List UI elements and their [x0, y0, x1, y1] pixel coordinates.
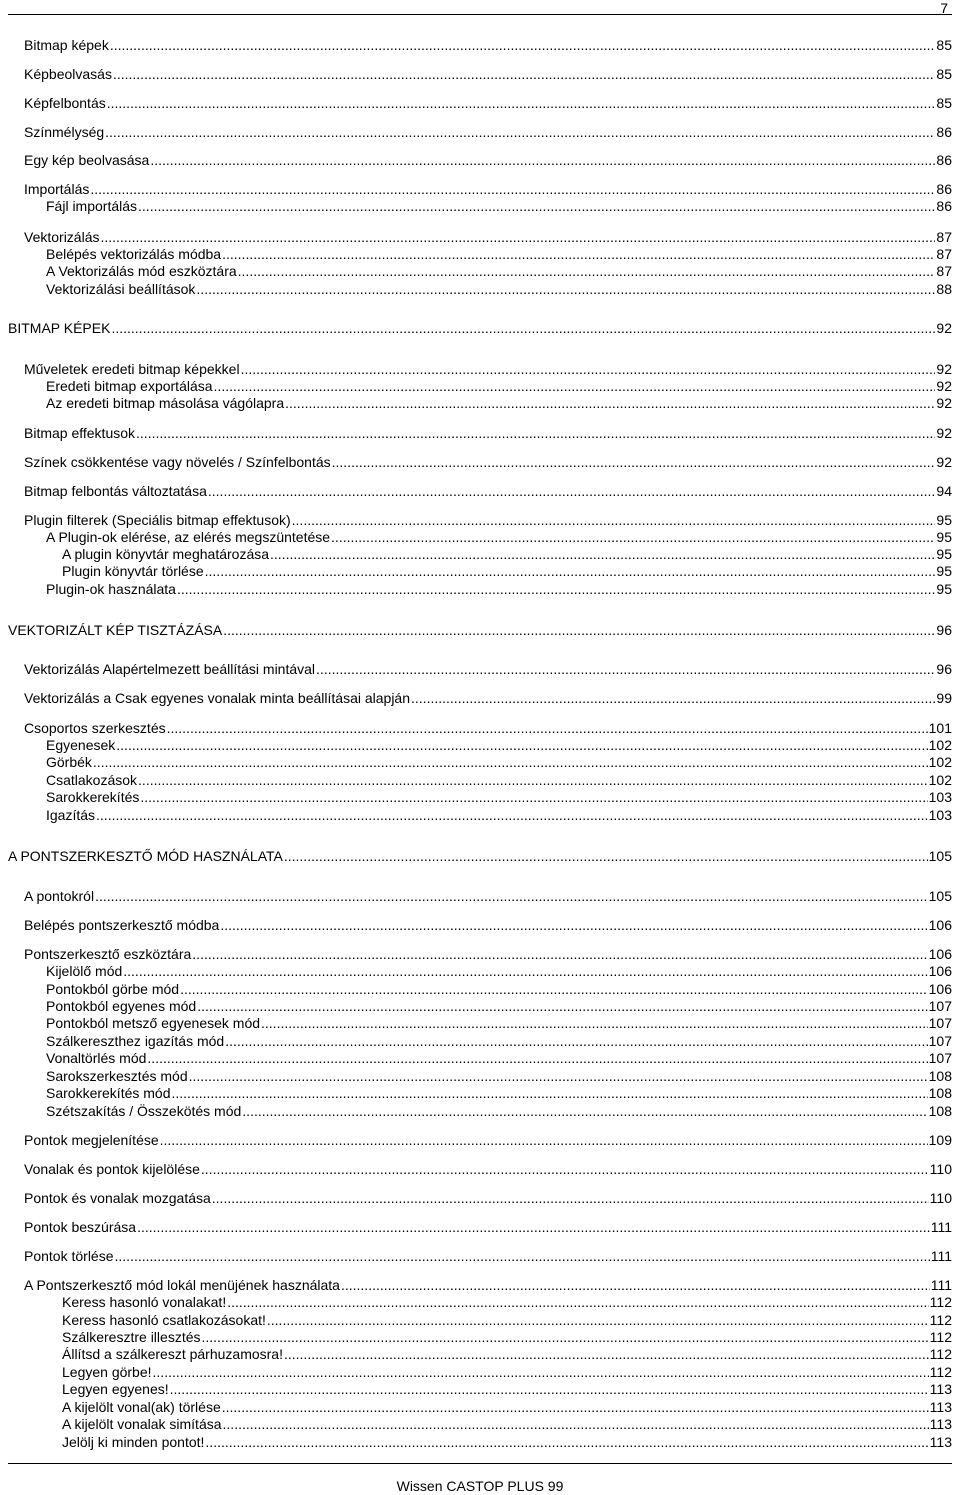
toc-dot-leader	[167, 720, 928, 737]
toc-entry-page: 103	[928, 789, 952, 805]
toc-entry-page: 87	[936, 246, 952, 262]
toc-dot-leader	[261, 1015, 928, 1032]
toc-dot-leader	[153, 1364, 929, 1381]
toc-entry-page: 92	[936, 425, 952, 441]
toc-entry	[24, 181, 952, 198]
toc-entry-page: 92	[936, 361, 952, 377]
toc-entry	[24, 1277, 952, 1294]
toc-entry	[46, 807, 952, 824]
toc-entry-title: Pontokból görbe mód	[46, 981, 180, 997]
toc-entry	[24, 454, 952, 471]
toc-entry-title: VEKTORIZÁLT KÉP TISZTÁZÁSA	[8, 622, 223, 638]
toc-dot-leader	[192, 946, 927, 963]
toc-entry	[46, 1050, 952, 1067]
toc-entry-page: 112	[929, 1329, 952, 1345]
toc-entry	[24, 690, 952, 707]
toc-dot-leader	[115, 1248, 930, 1265]
toc-dot-leader	[208, 483, 936, 500]
toc-entry-title: Görbék	[46, 754, 92, 770]
toc-dot-leader	[242, 1103, 927, 1120]
toc-entry	[46, 1103, 952, 1120]
header-rule	[8, 14, 952, 15]
toc-entry-page: 112	[929, 1364, 952, 1380]
toc-dot-leader	[223, 622, 935, 639]
toc-entry	[24, 361, 952, 378]
toc-entry-page: 111	[930, 1219, 952, 1235]
toc-dot-leader	[196, 281, 935, 298]
footer-rule	[8, 1463, 952, 1464]
toc-entry	[62, 1364, 952, 1381]
toc-dot-leader	[136, 425, 935, 442]
toc-dot-leader	[100, 229, 935, 246]
toc-entry	[46, 1068, 952, 1085]
toc-entry-title: Keress hasonló vonalakat!	[62, 1294, 227, 1310]
toc-entry-page: 113	[929, 1381, 952, 1397]
toc-entry	[8, 848, 952, 865]
toc-entry-page: 92	[936, 395, 952, 411]
toc-entry-title: Egy kép beolvasása	[24, 152, 150, 168]
toc-entry-page: 101	[928, 720, 952, 736]
toc-entry-page: 107	[928, 1033, 952, 1049]
toc-entry	[46, 378, 952, 395]
toc-entry-page: 103	[928, 807, 952, 823]
toc-dot-leader	[172, 1085, 928, 1102]
toc-entry	[24, 152, 952, 169]
toc-entry	[46, 963, 952, 980]
toc-entry-title: Pontok törlése	[24, 1248, 114, 1264]
toc-entry-page: 106	[928, 963, 952, 979]
toc-entry	[24, 1132, 952, 1149]
toc-dot-leader	[270, 546, 935, 563]
toc-entry-page: 108	[928, 1085, 952, 1101]
toc-entry-title: A kijelölt vonalak simítása	[62, 1416, 222, 1432]
toc-entry	[46, 754, 952, 771]
toc-entry	[24, 124, 952, 141]
toc-entry	[46, 246, 952, 263]
toc-dot-leader	[238, 263, 936, 280]
toc-dot-leader	[180, 981, 928, 998]
toc-entry-title: Keress hasonló csatlakozásokat!	[62, 1312, 266, 1328]
toc-entry-title: Vonalak és pontok kijelölése	[24, 1161, 200, 1177]
toc-entry-page: 112	[929, 1312, 952, 1328]
toc-entry-title: Pontokból metsző egyenesek mód	[46, 1015, 261, 1031]
toc-entry-title: Legyen egyenes!	[62, 1381, 169, 1397]
toc-entry-title: Csoportos szerkesztés	[24, 720, 166, 736]
toc-entry-page: 106	[928, 946, 952, 962]
toc-entry-title: A plugin könyvtár meghatározása	[62, 546, 270, 562]
toc-dot-leader	[227, 1294, 928, 1311]
toc-dot-leader	[90, 181, 935, 198]
toc-entry	[24, 917, 952, 934]
toc-entry-title: Képfelbontás	[24, 95, 106, 111]
toc-entry-page: 108	[928, 1068, 952, 1084]
toc-entry-title: Pontokból egyenes mód	[46, 998, 197, 1014]
toc-entry-title: Sarokszerkesztés mód	[46, 1068, 188, 1084]
toc-entry	[24, 37, 952, 54]
toc-entry-page: 105	[928, 888, 952, 904]
toc-dot-leader	[197, 998, 927, 1015]
toc-entry-page: 92	[936, 454, 952, 470]
toc-dot-leader	[177, 581, 935, 598]
toc-entry	[8, 622, 952, 639]
toc-entry	[46, 581, 952, 598]
toc-entry-page: 106	[928, 917, 952, 933]
toc-dot-leader	[267, 1312, 929, 1329]
toc-entry-title: Szálkeresztre illesztés	[62, 1329, 201, 1345]
toc-entry	[24, 95, 952, 112]
toc-entry	[24, 946, 952, 963]
toc-entry-title: Fájl importálás	[46, 198, 138, 214]
toc-entry-title: Jelölj ki minden pontot!	[62, 1434, 205, 1450]
toc-dot-leader	[205, 563, 936, 580]
toc-entry	[24, 888, 952, 905]
toc-entry-title: Sarokkerekítés mód	[46, 1085, 171, 1101]
toc-entry-title: Képbeolvasás	[24, 66, 112, 82]
toc-entry-title: Sarokkerekítés	[46, 789, 140, 805]
toc-entry-title: Bitmap képek	[24, 37, 109, 53]
toc-dot-leader	[341, 1277, 930, 1294]
toc-entry-title: Pontok beszúrása	[24, 1219, 137, 1235]
toc-dot-leader	[107, 95, 936, 112]
toc-entry	[46, 529, 952, 546]
toc-entry-title: Kijelölő mód	[46, 963, 123, 979]
toc-dot-leader	[205, 1434, 928, 1451]
toc-dot-leader	[137, 1219, 930, 1236]
toc-entry-title: A Vektorizálás mód eszköztára	[46, 263, 237, 279]
toc-dot-leader	[138, 198, 935, 215]
toc-entry-page: 113	[929, 1434, 952, 1450]
toc-dot-leader	[93, 754, 928, 771]
toc-entry-title: Pontok megjelenítése	[24, 1132, 159, 1148]
toc-entry	[62, 1434, 952, 1451]
toc-entry	[24, 1219, 952, 1236]
toc-dot-leader	[220, 917, 927, 934]
toc-dot-leader	[331, 529, 935, 546]
toc-dot-leader	[202, 1329, 929, 1346]
toc-dot-leader	[284, 1346, 929, 1363]
toc-entry-title: Plugin könyvtár törlése	[62, 563, 204, 579]
toc-entry-title: Vektorizálás a Csak egyenes vonalak minta beállításai alapján	[24, 690, 411, 706]
toc-entry	[46, 772, 952, 789]
toc-entry	[62, 1399, 952, 1416]
page-number: 7	[940, 0, 948, 16]
toc-entry-page: 102	[928, 772, 952, 788]
toc-entry	[46, 281, 952, 298]
toc-entry-page: 107	[928, 1050, 952, 1066]
toc-dot-leader	[292, 512, 936, 529]
toc-entry	[46, 981, 952, 998]
toc-entry	[24, 661, 952, 678]
toc-entry-page: 109	[928, 1132, 952, 1148]
toc-entry	[24, 1161, 952, 1178]
toc-entry-page: 111	[930, 1277, 952, 1293]
toc-dot-leader	[284, 848, 928, 865]
toc-dot-leader	[113, 66, 935, 83]
toc-entry-page: 113	[929, 1416, 952, 1432]
toc-dot-leader	[147, 1050, 927, 1067]
toc-dot-leader	[285, 395, 935, 412]
toc-entry-title: Egyenesek	[46, 737, 116, 753]
toc-entry	[46, 198, 952, 215]
toc-entry	[62, 1312, 952, 1329]
toc-entry-title: Legyen görbe!	[62, 1364, 152, 1380]
toc-entry-page: 96	[936, 661, 952, 677]
toc-entry-page: 107	[928, 1015, 952, 1031]
toc-entry-page: 92	[936, 320, 952, 336]
toc-dot-leader	[160, 1132, 928, 1149]
toc-entry-page: 111	[930, 1248, 952, 1264]
toc-entry-page: 92	[936, 378, 952, 394]
toc-entry-page: 99	[936, 690, 952, 706]
toc-entry-title: Műveletek eredeti bitmap képekkel	[24, 361, 240, 377]
toc-entry-title: Eredeti bitmap exportálása	[46, 378, 213, 394]
toc-entry	[46, 789, 952, 806]
toc-entry-title: Állítsd a szálkereszt párhuzamosra!	[62, 1346, 283, 1362]
toc-entry-page: 110	[929, 1190, 952, 1206]
toc-dot-leader	[96, 807, 928, 824]
toc-entry-title: A Pontszerkesztő mód lokál menüjének használata	[24, 1277, 340, 1293]
toc-entry-page: 112	[929, 1346, 952, 1362]
toc-dot-leader	[223, 1416, 929, 1433]
toc-entry	[46, 1015, 952, 1032]
toc-entry-title: Csatlakozások	[46, 772, 138, 788]
toc-entry-page: 105	[928, 848, 952, 864]
toc-entry-title: Plugin-ok használata	[46, 581, 176, 597]
toc-entry-page: 86	[936, 198, 952, 214]
toc-dot-leader	[214, 378, 936, 395]
toc-entry-page: 102	[928, 754, 952, 770]
toc-entry-title: Vektorizálás	[24, 229, 100, 245]
toc-entry-title: BITMAP KÉPEK	[8, 320, 111, 336]
toc-entry-page: 110	[929, 1161, 952, 1177]
toc-entry-page: 107	[928, 998, 952, 1014]
toc-entry-title: A pontokról	[24, 888, 95, 904]
toc-entry-page: 86	[936, 124, 952, 140]
toc-dot-leader	[110, 37, 936, 54]
toc-dot-leader	[95, 888, 928, 905]
toc-dot-leader	[123, 963, 927, 980]
toc-entry	[62, 1329, 952, 1346]
toc-dot-leader	[189, 1068, 928, 1085]
toc-dot-leader	[150, 152, 935, 169]
toc-entry	[46, 737, 952, 754]
toc-dot-leader	[138, 772, 928, 789]
toc-entry-page: 102	[928, 737, 952, 753]
toc-entry	[24, 425, 952, 442]
toc-entry	[62, 1381, 952, 1398]
toc-dot-leader	[225, 1033, 927, 1050]
toc-entry-page: 106	[928, 981, 952, 997]
toc-entry-title: Importálás	[24, 181, 90, 197]
toc-entry-title: Vektorizálási beállítások	[46, 281, 196, 297]
toc-entry-page: 87	[936, 229, 952, 245]
toc-entry-title: Színek csökkentése vagy növelés / Színfelbontás	[24, 454, 331, 470]
toc-entry	[24, 1190, 952, 1207]
toc-entry-page: 95	[936, 512, 952, 528]
toc-dot-leader	[170, 1381, 929, 1398]
toc-entry-page: 96	[936, 622, 952, 638]
toc-entry-page: 88	[936, 281, 952, 297]
toc-entry	[62, 1346, 952, 1363]
toc-dot-leader	[140, 789, 927, 806]
toc-dot-leader	[222, 246, 935, 263]
toc-entry-title: Bitmap felbontás változtatása	[24, 483, 207, 499]
toc-entry-title: A Plugin-ok elérése, az elérés megszüntetése	[46, 529, 331, 545]
toc-entry-page: 95	[936, 546, 952, 562]
toc-entry-title: Szétszakítás / Összekötés mód	[46, 1103, 242, 1119]
toc-entry	[24, 229, 952, 246]
toc-entry-page: 95	[936, 563, 952, 579]
toc-entry	[24, 66, 952, 83]
toc-entry	[46, 395, 952, 412]
toc-dot-leader	[201, 1161, 929, 1178]
toc-entry-title: Igazítás	[46, 807, 96, 823]
toc-dot-leader	[241, 361, 936, 378]
toc-entry	[62, 546, 952, 563]
toc-entry-title: Pontszerkesztő eszköztára	[24, 946, 192, 962]
toc-entry-title: Vonaltörlés mód	[46, 1050, 147, 1066]
toc-entry-title: A kijelölt vonal(ak) törlése	[62, 1399, 221, 1415]
toc-entry-title: Belépés pontszerkesztő módba	[24, 917, 220, 933]
toc-entry-title: Az eredeti bitmap másolása vágólapra	[46, 395, 285, 411]
toc-entry-page: 113	[929, 1399, 952, 1415]
toc-entry-title: A PONTSZERKESZTŐ MÓD HASZNÁLATA	[8, 848, 283, 864]
footer-text: Wissen CASTOP PLUS 99	[396, 1478, 564, 1494]
toc-entry	[62, 1416, 952, 1433]
toc-entry-page: 86	[936, 152, 952, 168]
toc-entry-page: 85	[936, 95, 952, 111]
toc-dot-leader	[212, 1190, 929, 1207]
toc-dot-leader	[111, 320, 935, 337]
toc-entry-title: Pontok és vonalak mozgatása	[24, 1190, 211, 1206]
toc-entry	[46, 998, 952, 1015]
toc-entry-title: Színmélység	[24, 124, 105, 140]
toc-entry-title: Vektorizálás Alapértelmezett beállítási mintával	[24, 661, 316, 677]
toc-dot-leader	[105, 124, 935, 141]
toc-dot-leader	[411, 690, 935, 707]
toc-entry-title: Szálkereszthez igazítás mód	[46, 1033, 225, 1049]
toc-dot-leader	[222, 1399, 929, 1416]
toc-entry-title: Bitmap effektusok	[24, 425, 136, 441]
toc-entry-page: 95	[936, 529, 952, 545]
toc-entry	[46, 263, 952, 280]
toc-entry-title: Plugin filterek (Speciális bitmap effektusok)	[24, 512, 291, 528]
toc-entry-page: 85	[936, 37, 952, 53]
toc-dot-leader	[316, 661, 935, 678]
toc-entry	[24, 483, 952, 500]
toc-entry-page: 87	[936, 263, 952, 279]
toc-dot-leader	[332, 454, 936, 471]
toc-entry-page: 94	[936, 483, 952, 499]
toc-entry	[46, 1085, 952, 1102]
toc-entry	[24, 512, 952, 529]
toc-entry	[24, 720, 952, 737]
toc-entry	[8, 320, 952, 337]
toc-entry-page: 86	[936, 181, 952, 197]
toc-entry-title: Belépés vektorizálás módba	[46, 246, 222, 262]
toc-entry-page: 95	[936, 581, 952, 597]
toc-entry-page: 108	[928, 1103, 952, 1119]
toc-entry	[62, 1294, 952, 1311]
toc-dot-leader	[116, 737, 927, 754]
toc-entry-page: 85	[936, 66, 952, 82]
toc-entry	[62, 563, 952, 580]
toc-entry-page: 112	[929, 1294, 952, 1310]
toc-entry	[24, 1248, 952, 1265]
toc-entry	[46, 1033, 952, 1050]
